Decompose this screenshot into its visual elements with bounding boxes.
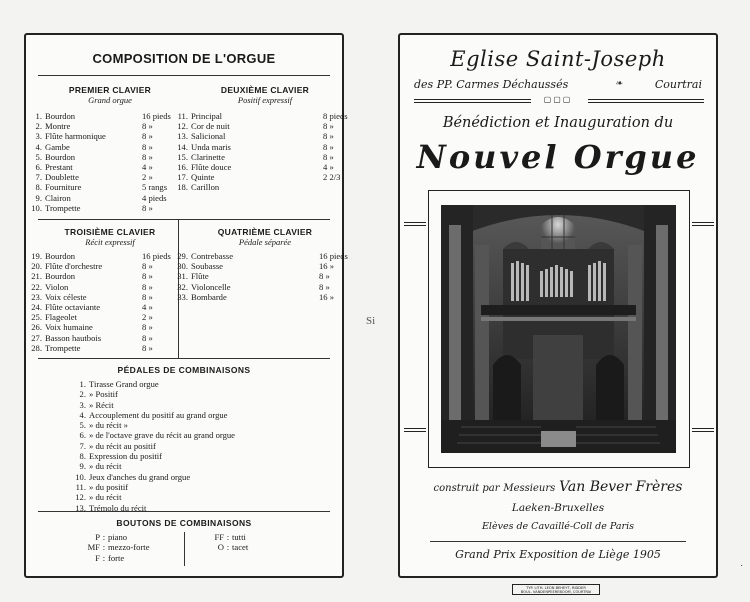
pedale-item bbox=[72, 410, 235, 420]
stop-name: Prestant bbox=[45, 161, 73, 172]
stop-name: Clairon bbox=[45, 192, 71, 203]
stop-value: 8 » bbox=[323, 141, 334, 152]
stop-row bbox=[26, 142, 186, 152]
stop-name: Flûte d'orchestre bbox=[45, 261, 103, 272]
stop-number: 28. bbox=[31, 342, 42, 353]
troisieme-clavier-heading bbox=[40, 227, 180, 247]
stop-value: 8 » bbox=[142, 291, 153, 302]
pedale-text: Expression du positif bbox=[89, 451, 163, 462]
stop-value: 4 » bbox=[323, 161, 334, 172]
pedale-text: » Récit bbox=[89, 399, 114, 410]
stop-value: 8 » bbox=[142, 121, 153, 132]
stop-name: Trompette bbox=[45, 202, 81, 213]
stop-number: 22. bbox=[31, 281, 42, 292]
grand-prix: Grand Prix Exposition de Liège 1905 bbox=[455, 548, 661, 561]
stop-number: 1. bbox=[35, 111, 42, 121]
divider bbox=[430, 541, 686, 542]
stop-name: Flageolet bbox=[45, 312, 77, 323]
stop-row bbox=[172, 271, 332, 281]
column-divider bbox=[184, 532, 185, 566]
big-title: Nouvel Orgue bbox=[416, 138, 700, 176]
stop-value: 16 » bbox=[319, 291, 335, 302]
stop-name: Bombarde bbox=[191, 291, 227, 302]
stop-name: Quinte bbox=[191, 172, 215, 183]
stop-name: Trompette bbox=[45, 342, 81, 353]
printer-imprint bbox=[512, 584, 600, 595]
bouton-separator: : bbox=[102, 532, 106, 542]
pedale-text: Tirasse Grand orgue bbox=[89, 379, 159, 389]
stop-row bbox=[172, 282, 332, 292]
stop-value: 2 2/3 bbox=[323, 172, 341, 183]
pedale-number: 10. bbox=[75, 471, 86, 482]
pedale-item bbox=[72, 379, 235, 389]
stop-value: 8 » bbox=[142, 151, 153, 162]
pedale-number: 1. bbox=[79, 379, 86, 389]
side-rule-left-bottom bbox=[404, 428, 426, 432]
bouton-item bbox=[74, 532, 150, 542]
stop-number: 25. bbox=[31, 312, 42, 323]
rule-right bbox=[588, 99, 704, 103]
deuxieme-clavier-title: DEUXIÈME CLAVIER bbox=[220, 85, 310, 95]
stop-name: Flûte octaviante bbox=[45, 301, 101, 312]
pedale-item bbox=[72, 389, 235, 399]
stop-row bbox=[26, 182, 186, 192]
stop-number: 30. bbox=[177, 261, 188, 272]
pedale-number: 11. bbox=[75, 481, 86, 492]
stop-row bbox=[26, 282, 186, 292]
stop-row bbox=[26, 203, 186, 213]
deuxieme-clavier-heading bbox=[190, 85, 340, 105]
bouton-key: FF bbox=[214, 532, 224, 542]
pedale-text: » du positif bbox=[89, 481, 129, 492]
stop-row bbox=[26, 343, 186, 353]
pedale-text: » du récit bbox=[89, 461, 122, 472]
stop-row bbox=[172, 172, 341, 183]
stop-value: 2 » bbox=[142, 312, 153, 323]
stop-number: 2. bbox=[35, 121, 42, 132]
pedale-text: » du récit » bbox=[89, 420, 128, 431]
troisieme-stops-list bbox=[26, 251, 186, 353]
stop-name: Principal bbox=[191, 111, 223, 121]
stop-name: Flûte douce bbox=[191, 161, 232, 172]
pedale-item bbox=[72, 461, 235, 471]
premier-clavier-subtitle: Grand orgue bbox=[88, 95, 132, 105]
built-prefix: construit par bbox=[433, 483, 500, 494]
stop-row bbox=[26, 162, 186, 172]
stop-row bbox=[172, 142, 332, 152]
stop-value: 2 » bbox=[142, 172, 153, 183]
bouton-separator: : bbox=[102, 552, 106, 563]
divider bbox=[38, 358, 330, 359]
stop-number: 14. bbox=[177, 141, 188, 152]
side-rule-left bbox=[404, 222, 426, 226]
stop-number: 16. bbox=[177, 161, 188, 172]
stop-name: Unda maris bbox=[191, 141, 231, 152]
stop-value: 16 » bbox=[319, 261, 335, 272]
stop-value: 8 » bbox=[142, 342, 153, 353]
stop-name: Bourdon bbox=[45, 271, 76, 282]
stop-value: 16 pieds bbox=[319, 251, 348, 261]
pedale-item bbox=[72, 441, 235, 451]
stop-number: 26. bbox=[31, 322, 42, 333]
benediction-line: Bénédiction et Inauguration du bbox=[442, 115, 674, 131]
stop-row bbox=[26, 152, 186, 162]
pedale-number: 3. bbox=[79, 399, 86, 410]
stop-name: Cor de nuit bbox=[191, 121, 230, 132]
stop-row bbox=[26, 121, 186, 131]
stop-value: 8 » bbox=[142, 271, 153, 282]
deuxieme-stops-list bbox=[172, 111, 348, 193]
stop-value: 16 pieds bbox=[142, 111, 171, 121]
boutons-left-list bbox=[74, 532, 150, 563]
pedale-number: 5. bbox=[79, 420, 86, 431]
stop-value: 8 » bbox=[142, 332, 153, 343]
pedale-text: Jeux d'anches du grand orgue bbox=[89, 471, 191, 482]
stop-name: Salicional bbox=[191, 131, 226, 142]
stop-number: 8. bbox=[35, 182, 42, 193]
stop-name: Montre bbox=[45, 121, 71, 132]
pedale-number: 12. bbox=[75, 492, 86, 503]
stop-name: Carillon bbox=[191, 182, 220, 193]
stop-row bbox=[172, 162, 332, 172]
stop-value: 8 » bbox=[323, 151, 334, 162]
stop-row bbox=[172, 261, 335, 272]
bouton-item bbox=[74, 553, 150, 563]
builder-line bbox=[400, 479, 716, 495]
bouton-value: tacet bbox=[232, 542, 249, 553]
bouton-value: mezzo-forte bbox=[108, 542, 150, 553]
pedale-text: Trémolo du récit bbox=[89, 502, 147, 513]
stop-name: Fourniture bbox=[45, 182, 82, 193]
pedale-item bbox=[72, 492, 235, 502]
corner-mark: · bbox=[740, 560, 744, 571]
stop-value: 8 » bbox=[323, 131, 334, 142]
bouton-item bbox=[204, 532, 248, 542]
composition-title: COMPOSITION DE L'ORGUE bbox=[92, 51, 276, 66]
stop-value: 4 » bbox=[142, 301, 153, 312]
boutons-title: BOUTONS DE COMBINAISONS bbox=[116, 518, 252, 528]
pedale-number: 2. bbox=[79, 389, 86, 400]
stop-row bbox=[26, 193, 186, 203]
side-rule-right-bottom bbox=[692, 428, 714, 432]
stop-number: 15. bbox=[177, 151, 188, 162]
stop-number: 3. bbox=[35, 131, 42, 142]
stop-number: 18. bbox=[177, 182, 188, 193]
pedale-item bbox=[72, 420, 235, 430]
stop-number: 20. bbox=[31, 261, 42, 272]
stop-name: Flûte harmonique bbox=[45, 131, 106, 142]
stop-row bbox=[172, 111, 348, 121]
pedale-item bbox=[72, 400, 235, 410]
church-name: Eglise Saint-Joseph bbox=[450, 47, 666, 71]
pedale-text: » Positif bbox=[89, 389, 118, 400]
divider bbox=[38, 75, 330, 76]
stop-name: Clarinette bbox=[191, 151, 225, 162]
bouton-value: tutti bbox=[232, 532, 246, 542]
deuxieme-clavier-subtitle: Positif expressif bbox=[237, 95, 293, 105]
stop-value: 8 » bbox=[142, 141, 153, 152]
stop-name: Doublette bbox=[45, 172, 79, 183]
bouton-key: O bbox=[217, 542, 224, 553]
stop-value: 8 » bbox=[142, 281, 153, 292]
built-mid: Messieurs bbox=[503, 483, 556, 494]
stop-row bbox=[26, 251, 186, 261]
quatrieme-clavier-heading bbox=[190, 227, 340, 247]
stop-value: 8 » bbox=[319, 271, 330, 282]
bouton-separator: : bbox=[226, 532, 230, 542]
divider bbox=[38, 219, 330, 220]
stop-name: Voix céleste bbox=[45, 291, 87, 302]
pedale-number: 9. bbox=[79, 461, 86, 472]
stop-row bbox=[26, 322, 186, 332]
bouton-separator: : bbox=[102, 542, 106, 553]
stop-number: 7. bbox=[35, 172, 42, 183]
pedale-text: Accouplement du positif au grand orgue bbox=[89, 409, 228, 420]
organ-photo bbox=[441, 205, 676, 453]
stop-number: 31. bbox=[177, 271, 188, 282]
pedale-text: » de l'octave grave du récit au grand orgue bbox=[89, 430, 235, 441]
stop-name: Basson hautbois bbox=[45, 332, 102, 343]
stop-value: 8 » bbox=[319, 281, 330, 292]
premier-stops-list bbox=[26, 111, 186, 213]
stop-row bbox=[172, 291, 335, 302]
stop-value: 8 » bbox=[323, 121, 334, 132]
photo-frame bbox=[428, 190, 690, 468]
stop-value: 16 pieds bbox=[142, 251, 171, 261]
stop-row bbox=[172, 131, 332, 141]
bouton-item bbox=[74, 542, 150, 552]
stop-row bbox=[26, 312, 186, 322]
stop-name: Gambe bbox=[45, 141, 70, 152]
stop-number: 4. bbox=[35, 141, 42, 152]
stop-number: 19. bbox=[31, 251, 42, 261]
pedale-item bbox=[72, 482, 235, 492]
stop-row bbox=[26, 131, 186, 141]
stop-value: 4 » bbox=[142, 161, 153, 172]
premier-clavier-heading bbox=[40, 85, 180, 105]
stop-number: 29. bbox=[177, 251, 188, 261]
stop-number: 23. bbox=[31, 291, 42, 302]
pedale-text: » du récit bbox=[89, 492, 122, 503]
stop-value: 8 pieds bbox=[323, 111, 348, 121]
marginal-mark: Si bbox=[366, 315, 376, 327]
stop-value: 8 » bbox=[142, 322, 153, 333]
stop-number: 13. bbox=[177, 131, 188, 142]
right-page bbox=[398, 33, 718, 578]
stop-row bbox=[26, 292, 186, 302]
troisieme-clavier-subtitle: Récit expressif bbox=[85, 237, 135, 247]
builder-eleves: Elèves de Cavaillé-Coll de Paris bbox=[481, 521, 634, 532]
stop-name: Contrebasse bbox=[191, 251, 234, 261]
stop-name: Flûte bbox=[191, 271, 209, 282]
boutons-right-list bbox=[204, 532, 248, 553]
pedales-title: PÉDALES DE COMBINAISONS bbox=[117, 365, 251, 375]
quatrieme-clavier-subtitle: Pédale séparée bbox=[238, 237, 292, 247]
stop-value: 8 » bbox=[142, 261, 153, 272]
squares-ornament: ▢▢▢ bbox=[543, 95, 573, 104]
organ-photo-drawing bbox=[441, 205, 676, 453]
stop-value: 5 rangs bbox=[142, 182, 168, 193]
left-page bbox=[24, 33, 348, 578]
stop-number: 5. bbox=[35, 151, 42, 162]
builder-place: Laeken-Bruxelles bbox=[511, 502, 605, 514]
pedale-number: 13. bbox=[75, 502, 86, 513]
pedale-number: 7. bbox=[79, 440, 86, 451]
stop-name: Voix humaine bbox=[45, 322, 93, 333]
stop-row bbox=[26, 333, 186, 343]
pedale-number: 4. bbox=[79, 409, 86, 420]
pedales-list bbox=[72, 379, 235, 513]
quatrieme-stops-list bbox=[172, 251, 348, 302]
city-name: Courtrai bbox=[654, 78, 702, 91]
pedale-text: » du récit au positif bbox=[89, 440, 156, 451]
stop-row bbox=[26, 302, 186, 312]
quatrieme-clavier-title: QUATRIÈME CLAVIER bbox=[217, 227, 313, 237]
stop-row bbox=[172, 251, 348, 261]
bouton-item bbox=[204, 542, 248, 552]
stop-number: 27. bbox=[31, 332, 42, 343]
bouton-value: piano bbox=[108, 532, 128, 542]
stop-number: 17. bbox=[177, 172, 188, 183]
pedale-item bbox=[72, 472, 235, 482]
pedale-number: 6. bbox=[79, 430, 86, 441]
stop-name: Bourdon bbox=[45, 111, 76, 121]
bouton-key: P bbox=[95, 532, 100, 542]
stop-value: 8 » bbox=[142, 202, 153, 213]
stop-value: 4 pieds bbox=[142, 192, 167, 203]
stop-row bbox=[172, 182, 332, 192]
stop-row bbox=[26, 172, 186, 182]
pedale-item bbox=[72, 451, 235, 461]
stop-name: Violon bbox=[45, 281, 69, 292]
premier-clavier-title: PREMIER CLAVIER bbox=[68, 85, 152, 95]
bouton-key: F bbox=[95, 552, 100, 563]
bouton-key: MF bbox=[87, 542, 100, 553]
printer-line-1: TYP. LITH. LEON BEHEYT, RIDDER bbox=[526, 585, 586, 590]
stop-number: 10. bbox=[31, 202, 42, 213]
stop-name: Bourdon bbox=[45, 251, 76, 261]
stop-number: 33. bbox=[177, 291, 188, 302]
side-rule-right bbox=[692, 222, 714, 226]
order-name: des PP. Carmes Déchaussés bbox=[414, 78, 569, 91]
stop-number: 32. bbox=[177, 281, 188, 292]
stop-name: Violoncelle bbox=[191, 281, 231, 292]
stop-value: 8 » bbox=[142, 131, 153, 142]
stop-name: Soubasse bbox=[191, 261, 223, 272]
bouton-separator: : bbox=[226, 542, 230, 553]
stop-name: Bourdon bbox=[45, 151, 76, 162]
divider bbox=[38, 511, 330, 512]
stop-row bbox=[26, 271, 186, 281]
stop-number: 9. bbox=[35, 192, 42, 203]
pedale-item bbox=[72, 430, 235, 440]
pedale-number: 8. bbox=[79, 451, 86, 462]
stop-row bbox=[172, 152, 332, 162]
stop-row bbox=[26, 111, 186, 121]
printer-line-2: BOUL. VANDENPEEREBOOM, COURTRAI bbox=[520, 590, 592, 595]
stop-number: 12. bbox=[177, 121, 188, 132]
stop-number: 24. bbox=[31, 301, 42, 312]
stop-number: 6. bbox=[35, 161, 42, 172]
troisieme-clavier-title: TROISIÈME CLAVIER bbox=[64, 227, 156, 237]
stop-number: 11. bbox=[177, 111, 188, 121]
ornament-icon: ❧ bbox=[615, 79, 623, 89]
stop-row bbox=[172, 121, 332, 131]
stop-row bbox=[26, 261, 186, 271]
bouton-value: forte bbox=[108, 552, 125, 563]
stop-number: 21. bbox=[31, 271, 42, 282]
builder-name: Van Bever Frères bbox=[559, 479, 683, 495]
